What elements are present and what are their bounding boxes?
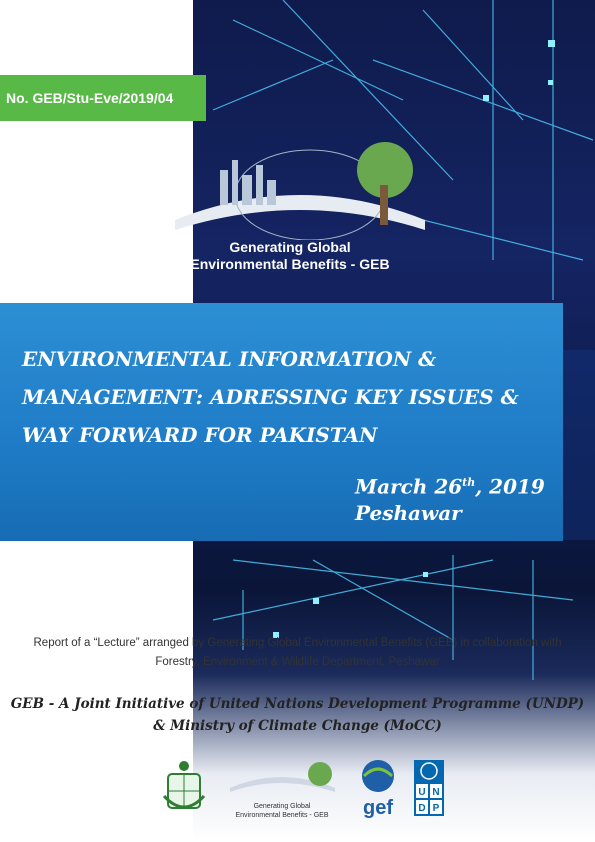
logo-text-line1: Generating Global bbox=[229, 239, 351, 255]
report-line-2: Forestry, Environment & Wildlife Department, Peshawar bbox=[155, 656, 440, 668]
gef-text: gef bbox=[363, 797, 393, 819]
partner-logos bbox=[160, 756, 450, 820]
joint-initiative bbox=[0, 693, 595, 737]
undp-letter-u: U bbox=[418, 787, 426, 798]
title-line-3: WAY FORWARD FOR PAKISTAN bbox=[22, 423, 378, 447]
geb-logo-text bbox=[170, 239, 410, 273]
banner-shadow bbox=[563, 350, 595, 540]
geb-small-logo-icon bbox=[230, 762, 335, 819]
logo-text-line2: Environmental Benefits - GEB bbox=[190, 256, 390, 272]
date-suffix: th bbox=[462, 476, 476, 489]
joint-line-1: GEB - A Joint Initiative of United Nations Development Programme (UNDP) bbox=[10, 696, 585, 712]
gef-logo-icon bbox=[362, 760, 394, 819]
undp-logo-icon bbox=[414, 760, 444, 816]
joint-line-2: & Ministry of Climate Change (MoCC) bbox=[153, 718, 442, 734]
event-date-location bbox=[355, 470, 545, 526]
pakistan-emblem-icon bbox=[164, 761, 204, 808]
title-line-2: MANAGEMENT: ADRESSING KEY ISSUES & bbox=[22, 385, 519, 409]
event-location: Peshawar bbox=[355, 500, 462, 525]
report-description bbox=[0, 634, 595, 672]
title-line-1: ENVIRONMENTAL INFORMATION & bbox=[22, 347, 437, 371]
small-logo-line2: Environmental Benefits - GEB bbox=[235, 812, 329, 819]
report-title bbox=[22, 340, 542, 454]
event-year: , 2019 bbox=[475, 474, 545, 499]
small-logo-line1: Generating Global bbox=[253, 803, 311, 810]
undp-letter-p: P bbox=[432, 803, 440, 814]
report-line-1: Report of a “Lecture” arranged by Generating Global Environmental Benefits (GEB) in collaboration with bbox=[33, 637, 562, 649]
event-date: March 26 bbox=[355, 474, 463, 499]
undp-letter-d: D bbox=[418, 803, 426, 814]
undp-letter-n: N bbox=[432, 787, 440, 798]
document-number-badge: No. GEB/Stu-Eve/2019/04 bbox=[0, 75, 206, 121]
